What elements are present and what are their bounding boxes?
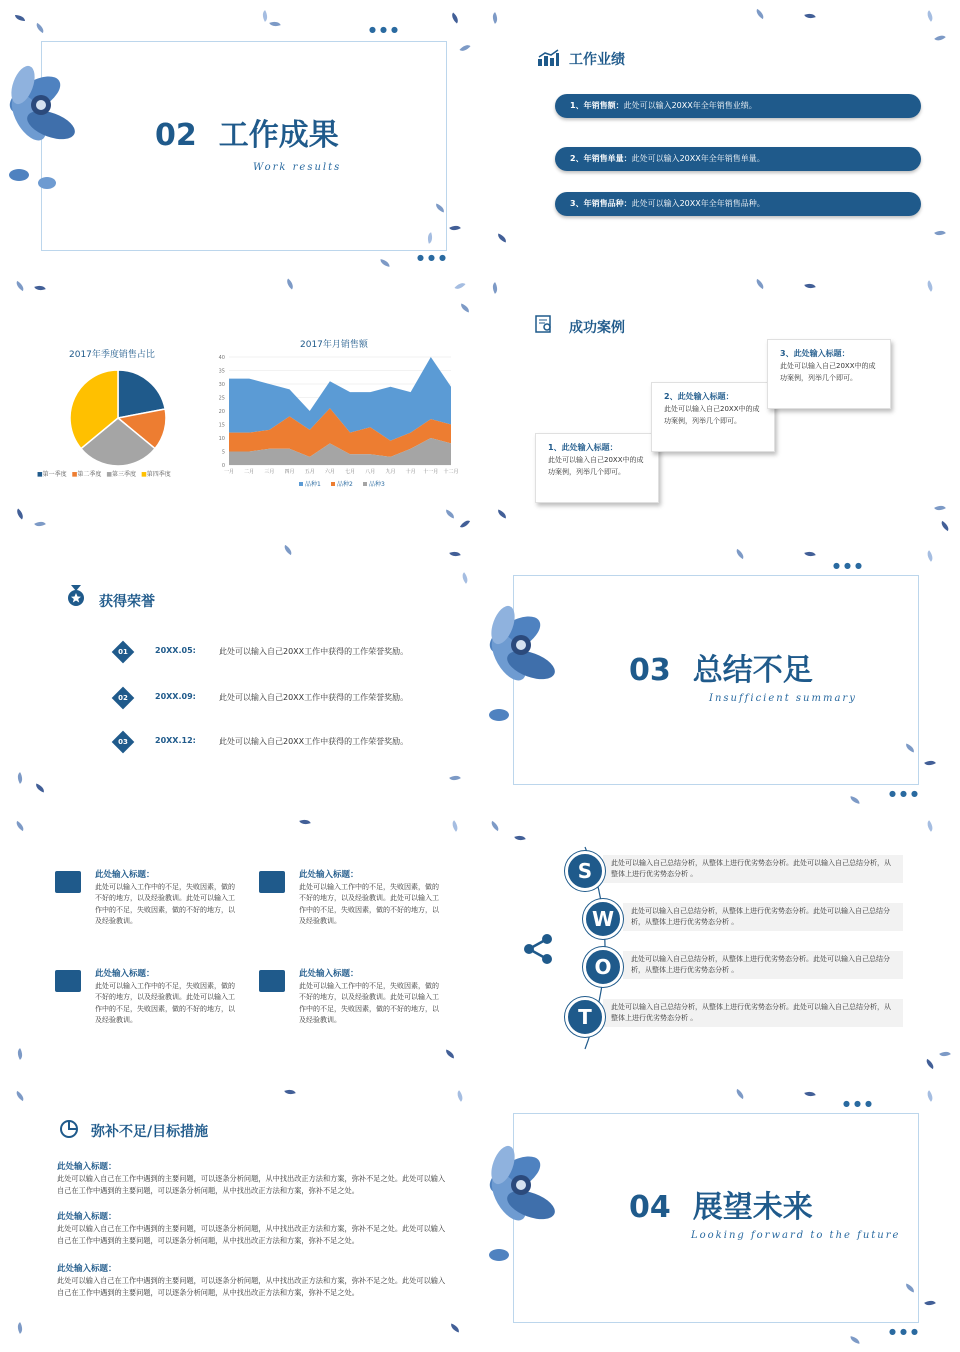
calendar-icon xyxy=(55,871,81,893)
dots-decoration: ●●● xyxy=(833,561,866,570)
case-card xyxy=(535,433,659,503)
item-text: 此处可以输入自己在工作中遇到的主要问题，可以逐条分析问题，从中找出改正方法和方案，弥补不足之处。此处可以输入自己在工作中遇到的主要问题，可以逐条分析问题，从中找出改正方法和方案，弥补不足之处。 xyxy=(57,1174,446,1195)
dots-decoration: ●●● xyxy=(369,25,402,34)
y-tick-label: 40 xyxy=(218,355,225,361)
honor-text: 此处可以输入自己20XX工作中获得的工作荣誉奖励。 xyxy=(219,737,409,746)
section-subtitle: Insufficient summary xyxy=(709,693,857,704)
slide-looking-forward xyxy=(485,1085,955,1349)
swot-text: 此处可以输入自己总结分析，从整体上进行优劣势态分析。此处可以输入自己总结分析，从整体上进行优劣势态分析 。 xyxy=(611,1003,891,1022)
legend-label: 品种3 xyxy=(369,481,385,488)
legend-swatch: ■ xyxy=(71,471,78,478)
honor-item xyxy=(5,688,475,708)
section-title: 总结不足 xyxy=(692,653,813,688)
item-text: 此处可以输入工作中的不足，失败因素，做的不好的地方，以及经验教训。此处可以输入工作中的不足，失败因素，做的不好的地方，以及经验教训。 xyxy=(299,882,439,925)
pie-legend-item xyxy=(106,471,136,478)
section-heading: 工作业绩 xyxy=(569,52,625,68)
case-card xyxy=(767,339,891,409)
y-tick-label: 10 xyxy=(218,436,225,442)
x-tick-label: 八月 xyxy=(365,469,376,475)
legend-label: 品种2 xyxy=(337,481,353,488)
calendar-icon xyxy=(55,970,81,992)
slide-insufficient-summary xyxy=(485,545,955,809)
legend-label: 第三季度 xyxy=(112,471,137,478)
pie-legend xyxy=(37,469,176,478)
x-tick-label: 七月 xyxy=(345,469,356,475)
item-label: 3、年销售品种： xyxy=(570,199,632,208)
x-tick-label: 二月 xyxy=(244,469,255,475)
pie-chart-title: 2017年季度销售占比 xyxy=(69,350,155,360)
item-text: 此处可以输入20XX年全年销售品种。 xyxy=(631,199,765,208)
x-tick-label: 四月 xyxy=(284,469,295,475)
x-tick-label: 十二月 xyxy=(443,469,459,475)
dots-decoration: ●●● xyxy=(843,1099,876,1108)
slide-swot xyxy=(485,815,955,1079)
section-number: 02 xyxy=(155,118,197,153)
shortcoming-item xyxy=(299,870,475,928)
legend-swatch: ■ xyxy=(106,471,113,478)
swot-row xyxy=(623,903,903,931)
case-text: 此处可以输入自己20XX中的成功案例，列举几个即可。 xyxy=(664,405,760,425)
honor-date: 20XX.09: xyxy=(155,692,196,701)
swot-text: 此处可以输入自己总结分析，从整体上进行优劣势态分析。此处可以输入自己总结分析，从整体上进行优劣势态分析 。 xyxy=(631,955,890,974)
slide-performance xyxy=(485,5,955,269)
y-tick-label: 25 xyxy=(218,395,225,402)
swot-letter-w: W xyxy=(583,899,623,939)
section-heading: 成功案例 xyxy=(569,320,625,336)
honor-item xyxy=(5,732,475,752)
legend-swatch xyxy=(363,482,367,486)
legend-swatch xyxy=(299,482,303,486)
y-tick-label: 5 xyxy=(221,449,225,456)
legend-label: 第二季度 xyxy=(77,471,102,478)
slide-improvements xyxy=(5,1085,475,1349)
slide-success-cases xyxy=(485,275,955,539)
legend-label: 第四季度 xyxy=(146,471,171,478)
item-title: 此处输入标题： xyxy=(95,969,155,979)
certificate-icon xyxy=(535,315,553,333)
honor-text: 此处可以输入自己20XX工作中获得的工作荣誉奖励。 xyxy=(219,693,409,702)
x-tick-label: 六月 xyxy=(324,469,335,475)
swot-letter-s: S xyxy=(565,851,605,891)
search-icon xyxy=(259,970,285,992)
chart-bar-icon xyxy=(537,49,559,67)
section-number: 04 xyxy=(629,1190,671,1225)
item-title: 此处输入标题： xyxy=(57,1212,117,1222)
shortcoming-item xyxy=(95,969,275,1027)
area-chart xyxy=(211,351,459,491)
item-text: 此处可以输入自己在工作中遇到的主要问题，可以逐条分析问题，从中找出改正方法和方案，弥补不足之处。此处可以输入自己在工作中遇到的主要问题，可以逐条分析问题，从中找出改正方法和方案，弥补不足之处。 xyxy=(57,1276,446,1297)
improvement-item xyxy=(57,1211,447,1247)
case-text: 此处可以输入自己20XX中的成功案例，列举几个即可。 xyxy=(780,362,876,382)
item-text: 此处可以输入20XX年全年销售单量。 xyxy=(631,154,765,163)
section-heading: 获得荣誉 xyxy=(99,594,155,610)
section-number-title xyxy=(629,1182,813,1226)
item-title: 此处输入标题： xyxy=(299,969,359,979)
area-chart-title: 2017年月销售额 xyxy=(300,340,368,350)
swot-row xyxy=(623,951,903,979)
swot-row xyxy=(603,999,903,1027)
swot-text: 此处可以输入自己总结分析，从整体上进行优劣势态分析。此处可以输入自己总结分析，从整体上进行优劣势态分析 。 xyxy=(611,859,891,878)
case-title: 1、此处输入标题： xyxy=(548,443,618,452)
case-title: 3、此处输入标题： xyxy=(780,349,850,358)
slide-shortcomings xyxy=(5,815,475,1079)
slide-work-results xyxy=(5,5,475,269)
x-tick-label: 九月 xyxy=(385,469,396,475)
x-tick-label: 三月 xyxy=(264,469,275,475)
improvement-item xyxy=(57,1263,447,1299)
item-text: 此处可以输入工作中的不足，失败因素，做的不好的地方，以及经验教训。此处可以输入工作中的不足，失败因素，做的不好的地方，以及经验教训。 xyxy=(95,882,235,925)
honor-date: 20XX.12: xyxy=(155,736,196,745)
item-text: 此处可以输入自己在工作中遇到的主要问题，可以逐条分析问题，从中找出改正方法和方案，弥补不足之处。此处可以输入自己在工作中遇到的主要问题，可以逐条分析问题，从中找出改正方法和方案，弥补不足之处。 xyxy=(57,1224,446,1245)
section-title: 展望未来 xyxy=(692,1190,813,1225)
medal-icon xyxy=(65,585,87,607)
honor-item xyxy=(5,642,475,662)
honor-number: 03 xyxy=(118,738,128,746)
honor-date: 20XX.05: xyxy=(155,646,196,655)
x-tick-label: 十月 xyxy=(405,469,416,475)
item-label: 2、年销售单量： xyxy=(570,154,632,163)
item-text: 此处可以输入工作中的不足，失败因素，做的不好的地方，以及经验教训。此处可以输入工作中的不足，失败因素，做的不好的地方，以及经验教训。 xyxy=(299,981,439,1024)
flower-decoration xyxy=(485,1135,565,1285)
legend-label: 品种1 xyxy=(305,481,321,488)
swot-text: 此处可以输入自己总结分析，从整体上进行优劣势态分析。此处可以输入自己总结分析，从整体上进行优劣势态分析 。 xyxy=(631,907,890,926)
pie-chart-icon xyxy=(59,1119,79,1139)
y-tick-label: 20 xyxy=(218,409,225,415)
shortcoming-item xyxy=(95,870,275,928)
legend-swatch: ■ xyxy=(141,471,147,478)
section-subtitle: Looking forward to the future xyxy=(691,1230,901,1241)
section-number-title xyxy=(155,110,339,154)
item-text: 此处可以输入20XX年全年销售业绩。 xyxy=(623,101,757,110)
item-label: 1、年销售额： xyxy=(570,101,624,110)
flower-decoration xyxy=(5,55,85,205)
legend-swatch xyxy=(331,482,335,486)
pie-legend-item xyxy=(72,471,102,478)
dots-decoration: ●●● xyxy=(889,1327,922,1336)
honor-number: 01 xyxy=(118,648,128,656)
item-title: 此处输入标题： xyxy=(95,870,155,880)
honor-text: 此处可以输入自己20XX工作中获得的工作荣誉奖励。 xyxy=(219,647,409,656)
slide-honors xyxy=(5,545,475,809)
x-tick-label: 一月 xyxy=(223,469,235,475)
y-tick-label: 30 xyxy=(218,382,225,388)
performance-item xyxy=(555,192,921,216)
swot-letter-t: T xyxy=(565,997,605,1037)
legend-swatch: ■ xyxy=(37,471,43,478)
legend-label: 第一季度 xyxy=(42,471,67,478)
x-tick-label: 五月 xyxy=(304,469,315,475)
section-title: 工作成果 xyxy=(218,118,339,153)
item-title: 此处输入标题： xyxy=(57,1264,117,1274)
pie-chart xyxy=(63,363,173,473)
case-title: 2、此处输入标题： xyxy=(664,392,734,401)
item-title: 此处输入标题： xyxy=(299,870,359,880)
section-subtitle: Work results xyxy=(253,162,342,173)
pie-legend-item xyxy=(37,471,67,478)
section-number: 03 xyxy=(629,653,671,688)
flower-decoration xyxy=(485,595,565,745)
dots-decoration: ●●● xyxy=(889,789,922,798)
slide-charts xyxy=(5,275,475,539)
case-card xyxy=(651,382,775,452)
y-tick-label: 0 xyxy=(221,463,225,469)
dots-decoration: ●●● xyxy=(417,253,450,262)
swot-row xyxy=(603,855,903,883)
y-tick-label: 35 xyxy=(218,368,225,375)
swot-letter-o: O xyxy=(583,947,623,987)
pie-legend-item xyxy=(141,471,171,478)
case-text: 此处可以输入自己20XX中的成功案例，列举几个即可。 xyxy=(548,456,644,476)
shortcoming-item xyxy=(299,969,475,1027)
search-icon xyxy=(259,871,285,893)
improvement-item xyxy=(57,1161,447,1197)
share-icon xyxy=(523,933,553,965)
section-number-title xyxy=(629,645,813,689)
section-heading: 弥补不足/目标措施 xyxy=(91,1124,209,1140)
performance-item xyxy=(555,147,921,171)
performance-item xyxy=(555,94,921,118)
item-text: 此处可以输入工作中的不足，失败因素，做的不好的地方，以及经验教训。此处可以输入工作中的不足，失败因素，做的不好的地方，以及经验教训。 xyxy=(95,981,235,1024)
honor-number: 02 xyxy=(118,694,128,702)
item-title: 此处输入标题： xyxy=(57,1162,117,1172)
y-tick-label: 15 xyxy=(218,422,225,429)
x-tick-label: 十一月 xyxy=(423,469,439,475)
